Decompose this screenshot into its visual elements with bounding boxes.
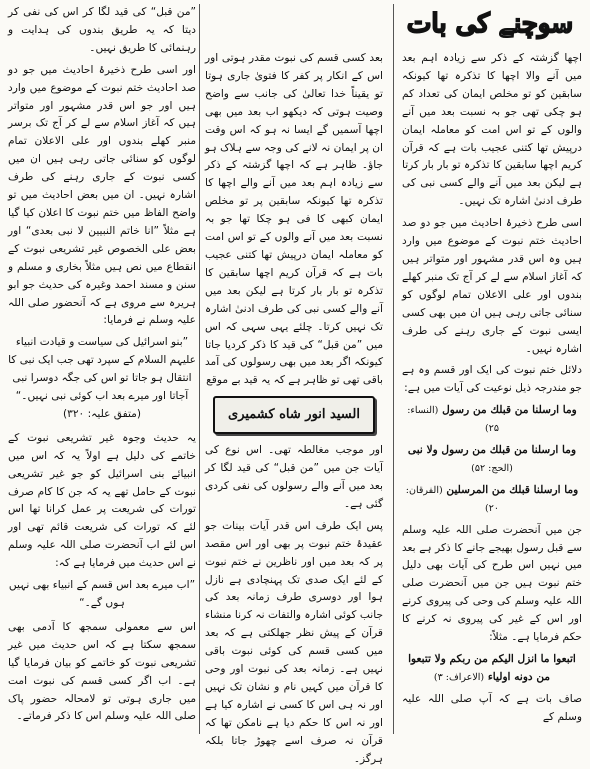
- verse-reference: (الحج: ۵۲): [471, 462, 513, 474]
- left-column: [8, 4, 196, 738]
- paragraph: اچھا گزشتہ کے ذکر سے زیادہ اہم بعد میں آنے والا اچھا کا تذکرہ تھا کیونکہ سابقین کو تو مخلص ایمان کی تعداد کم ہو چکی تھی جو بہ نسبت بعد میں آنے والوں کے تو اس امت کو معاملہ ایمان درپیش تھا کتنی عجیب بات ہے کہ قرآن کریم اچھا سابقین کا تذکرہ تو بار بار کرتا ہے لیکن بعد میں آنے والے کسی نبی کی طرف ادنیٰ اشارہ تک نہیں۔: [402, 52, 582, 208]
- column-rule: [393, 4, 394, 734]
- middle-column: [205, 50, 383, 765]
- paragraph: اور اسی طرح ذخیرۂ احادیث میں جو دو صد احادیث ختم نبوت کے موضوع میں وارد ہیں اور جو اس قدر مشہور اور متواتر ہیں کہ آغاز اسلام سے لے کر آج تک برسر منبر کھلے بندوں اور علی الاعلان تمام لوگوں کو سنائی جاتی رہی ہیں ان میں کسی نبوت کے جاری رہنے کی طرف اشارہ نہیں۔ ان میں بعض احادیث میں تو واضح الفاظ میں ختم نبوت کا اعلان کیا گیا ہے مثلاً ”انا خاتم النبيين لا نبی بعدی“ اور بعض علی الخصوص غیر تشریعی نبوت کے انقطاع میں نص ہیں مثلاً بخاری و مسلم و سنن و مسند احمد وغیرہ کی حدیث جو ابو ہریرہ سے مروی ہے کہ آنحضور صلی اللہ علیہ وسلم نے فرمایا:: [8, 63, 196, 327]
- verse-reference: (النساء: ۲۵): [407, 405, 499, 435]
- author-byline: السيد انور شاه کشميری: [213, 396, 375, 434]
- paragraph: پس ایک طرف اس قدر آیات بینات جو عقیدۂ ختم نبوت پر بھی اور اس مقصد پر کہ بعد میں اور ناظرین نے ختم نبوت کے لئے ایک صدی تک پہنچادی ہے نازل ہوا اور دوسری طرف زمانہ بعد کی جانب کوئی اشارہ والتفات نہ کرنا منشاء قرآن کے پیش نظر جھلکتی ہے کہ بعد میں کسی قسم کی کوئی نبوت باقی نہیں ہے۔ زمانہ بعد کی نبوت اور وحی کا قرآن میں کہیں نام و نشان تک نہیں اور نہ ہی اس کا کسی نے اشارہ کیا ہے اور نہ اس کا حکم دیا ہے نامکن تھا کہ قرآن نہ صرف اسے چھوڑ جاتا بلکہ ہرگز۔: [205, 519, 383, 765]
- verse-reference: (الفرقان: ۲۰): [405, 484, 499, 514]
- quran-verse: [402, 402, 582, 438]
- verse-text: وما ارسلنا من قبلك من رسول: [442, 404, 577, 417]
- paragraph: ”من قبل“ کی قید لگا کر اس کی نفی کر دیتا کہ یہ طریق بندوں کی ہدایت و رہنمائی کا طریق نہیں۔: [8, 6, 196, 54]
- paragraph: اسی طرح ذخیرۂ احادیث میں جو دو صد احادیث ختم نبوت کے موضوع میں وارد ہیں وہ اس قدر مشہور اور متواتر ہیں کہ آغاز اسلام سے لے کر آج تک منبر کھلے بندوں اور علی الاعلان تمام لوگوں کو سنائی جاتی رہی ہیں ان میں بھی کسی ایسی نبوت کے جاری رہنے کی طرف اشارہ نہیں۔: [402, 217, 582, 355]
- verse-text: اتبعوا ما انزل اليكم من ربكم ولا تتبعوا من دونه اولياء: [408, 653, 576, 683]
- paragraph: بعد کسی قسم کی نبوت مقدر ہوتی اور اس کے انکار پر کفر کا فتویٰ جاری ہوتا تو یقیناً خدا تعالیٰ کی جانب سے واضح وصیت ہوتی کہ دیکھو اب بعد میں بھی اچھا آسمیں گے ایسا نہ ہو کہ اس وقت ان پر ایمان نہ لانے کی وجہ سے ہلاک ہو جاؤ۔ ظاہر ہے کہ اچھا گزشتہ کے ذکر سے زیادہ اہم بعد میں آنے والے اچھا کا تذکرہ تھا کیونکہ سابقین پر تو مخلص ایمان کبھی کا فی ہو چکا تھا جو بہ نسبت بعد میں آنے والوں کے تو اس امت کو معاملہ ایمان درپیش تھا کتنی عجیب بات ہے کہ قرآن کریم اچھا سابقین کا تذکرہ تو بار بار کرتا ہے لیکن بعد میں آنے والے کسی نبی کی طرف ادنیٰ اشارہ تک نہیں کرتا۔ چلئے یہی سہی کہ اس میں ”من قبل“ کی قید کا ذکر کردیا جاتا کیونکہ اگر بعد میں بھی رسولوں کی آمد باقی تھی تو ظاہر ہے کہ یہ قید بے موقع: [205, 52, 383, 387]
- column-rule: [199, 4, 200, 734]
- paragraph: اور موجب مغالطہ تھی۔ اس نوع کی آیات جن میں ”من قبل“ کی قید لگا کر بعد میں آنے والے رسولوں کی نفی کردی گئی ہے۔: [205, 444, 383, 510]
- paragraph: جن میں آنحضرت صلی اللہ علیہ وسلم سے قبل رسول بھیجے جانے کا ذکر ہے بعد میں نہیں اس طرح کی آیات بھی دلیل ختم نبوت ہیں جن میں آنحضرت صلی اللہ علیہ وسلم کی وحی کی پیروی کرنے اور اس کے غیر کی پیروی نہ کرنے کا حکم فرمایا ہے۔ مثلاً:: [402, 523, 582, 644]
- quran-verse: [402, 482, 582, 518]
- paragraph: اس سے معمولی سمجھ کا آدمی بھی سمجھ سکتا ہے کہ اس حدیث میں غیر تشریعی نبوت کو خاتمے کو بیان فرمایا گیا ہے۔ اب اگر کسی قسم کی نبوت امت میں جاری ہوتی تو لامحالہ حضور پاک صلی اللہ علیہ وسلم اس کا ذکر فرماتے۔: [8, 620, 196, 723]
- paragraph: دلائل ختم نبوت کی ایک اور قسم وہ ہے جو مندرجہ ذیل نوعیت کی آیات میں ہے:: [402, 364, 582, 395]
- hadith-quote: ”بنو اسرائیل کی سیاست و قیادت انبیاء علیہم السلام کے سپرد تھی جب ایک نبی کا انتقال ہو جاتا تو اس کی جگہ دوسرا نبی آجاتا اور میرے بعد اب کوئی نبی نہیں۔“ (متفق علیہ: ۳۲۰): [8, 336, 196, 420]
- verse-text: وما ارسلنا قبلك من المرسلين: [446, 483, 579, 496]
- right-column: [402, 50, 582, 738]
- quran-verse: [402, 651, 582, 687]
- verse-text: وما ارسلنا من قبلك من رسول ولا نبی: [407, 444, 577, 457]
- article-title: سوچنے کی بات: [406, 9, 574, 39]
- verse-reference: (الاعراف: ۳): [433, 671, 485, 683]
- quran-verse: [402, 442, 582, 478]
- paragraph: صاف بات ہے کہ آپ صلی اللہ علیہ وسلم کے: [402, 692, 582, 723]
- hadith-quote: ”اب میرے بعد اس قسم کے انبیاء بھی نہیں ہوں گے۔“: [8, 579, 196, 609]
- paragraph: یہ حدیث وجوہ غیر تشریعی نبوت کے خاتمے کی دلیل ہے اولاً یہ کہ اس میں انبیائے بنی اسرائیل کو جو غیر تشریعی نبوت کے حامل تھے یہ کہ جن کا کام صرف تورات کی شریعت پر عمل کرانا تھا اس لئے کہ تورات کی شریعت قائم تھی اور اس لئے اب آنحضرت صلی اللہ علیہ وسلم نے اس حدیث میں فرمایا ہے کہ:: [8, 431, 196, 570]
